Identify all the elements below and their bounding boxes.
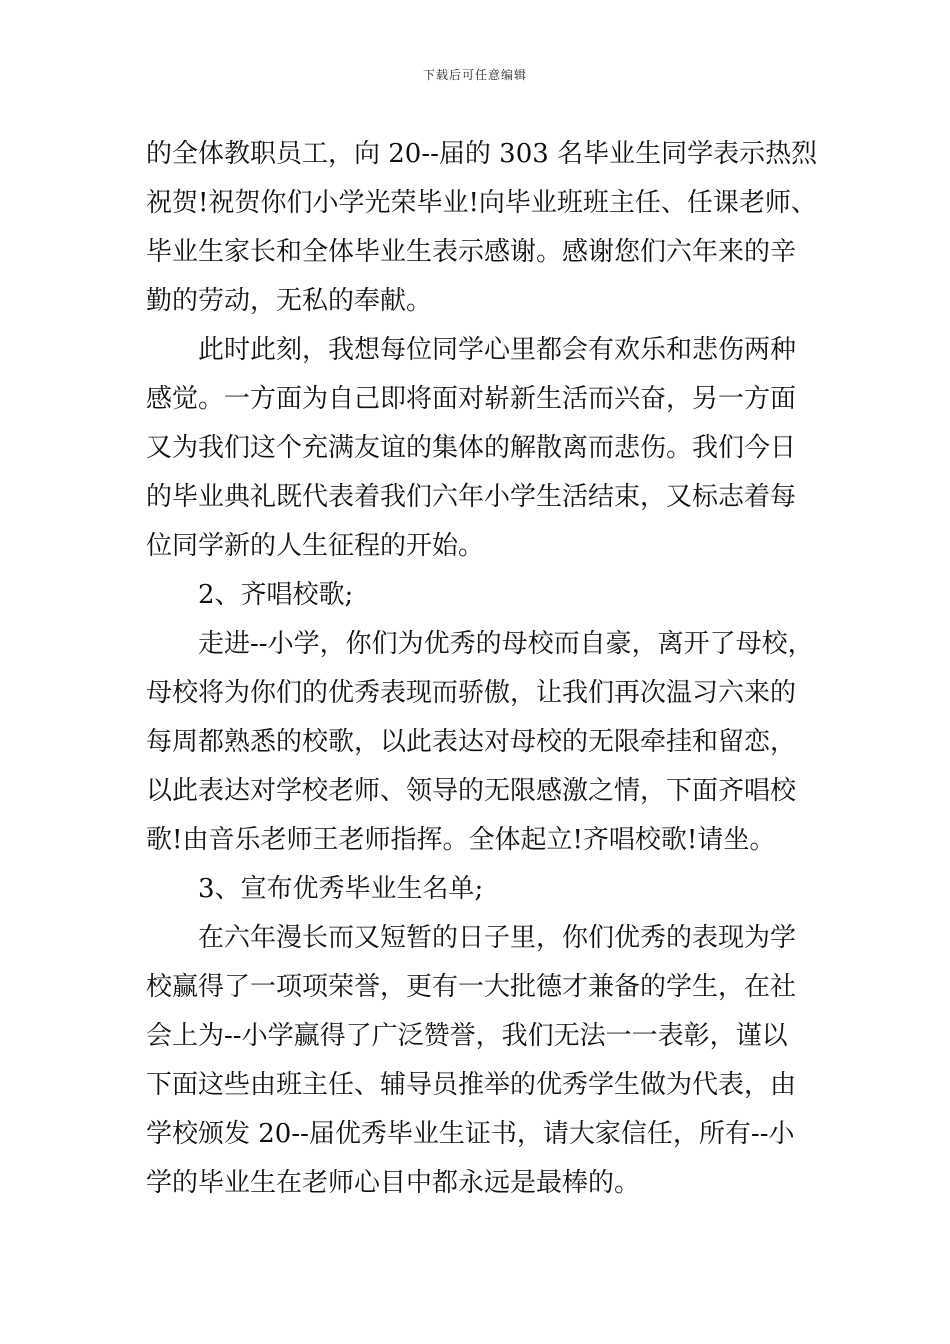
- text-line-6: 感觉。一方面为自己即将面对崭新生活而兴奋，另一方面: [146, 384, 797, 414]
- text-line-11: 走进--小学，你们为优秀的母校而自豪，离开了母校，: [198, 629, 814, 659]
- text-line-9: 位同学新的人生征程的开始。: [146, 531, 485, 561]
- section-heading-3: 3、宣布优秀毕业生名单;: [198, 874, 484, 904]
- text-line-1: 的全体教职员工，向 20--届的 303 名毕业生同学表示热烈: [146, 139, 818, 169]
- text-line-2: 祝贺!祝贺你们小学光荣毕业!向毕业班班主任、任课老师、: [146, 188, 817, 218]
- text-line-4: 勤的劳动，无私的奉献。: [146, 286, 433, 316]
- text-line-17: 在六年漫长而又短暂的日子里，你们优秀的表现为学: [198, 923, 797, 953]
- text-line-22: 学的毕业生在老师心目中都永远是最棒的。: [146, 1168, 641, 1198]
- section-heading-2: 2、齐唱校歌;: [198, 580, 354, 610]
- body-text: [146, 130, 826, 1208]
- text-line-15: 歌!由音乐老师王老师指挥。全体起立!齐唱校歌!请坐。: [146, 825, 776, 855]
- text-line-14: 以此表达对学校老师、领导的无限感激之情，下面齐唱校: [146, 776, 797, 806]
- header-note: 下载后可任意编辑: [422, 68, 527, 82]
- text-line-7: 又为我们这个充满友谊的集体的解散离而悲伤。我们今日: [146, 433, 797, 463]
- text-line-18: 校赢得了一项项荣誉，更有一大批德才兼备的学生，在社: [146, 972, 797, 1002]
- text-line-21: 学校颁发 20--届优秀毕业生证书，请大家信任，所有--小: [146, 1119, 795, 1149]
- text-line-12: 母校将为你们的优秀表现而骄傲，让我们再次温习六来的: [146, 678, 797, 708]
- text-line-3: 毕业生家长和全体毕业生表示感谢。感谢您们六年来的辛: [146, 237, 797, 267]
- text-line-5: 此时此刻，我想每位同学心里都会有欢乐和悲伤两种: [198, 335, 797, 365]
- text-line-13: 每周都熟悉的校歌，以此表达对母校的无限牵挂和留恋，: [146, 727, 797, 757]
- text-line-19: 会上为--小学赢得了广泛赞誉，我们无法一一表彰，谨以: [146, 1021, 788, 1051]
- text-line-20: 下面这些由班主任、辅导员推举的优秀学生做为代表，由: [146, 1070, 797, 1100]
- text-line-8: 的毕业典礼既代表着我们六年小学生活结束，又标志着每: [146, 482, 797, 512]
